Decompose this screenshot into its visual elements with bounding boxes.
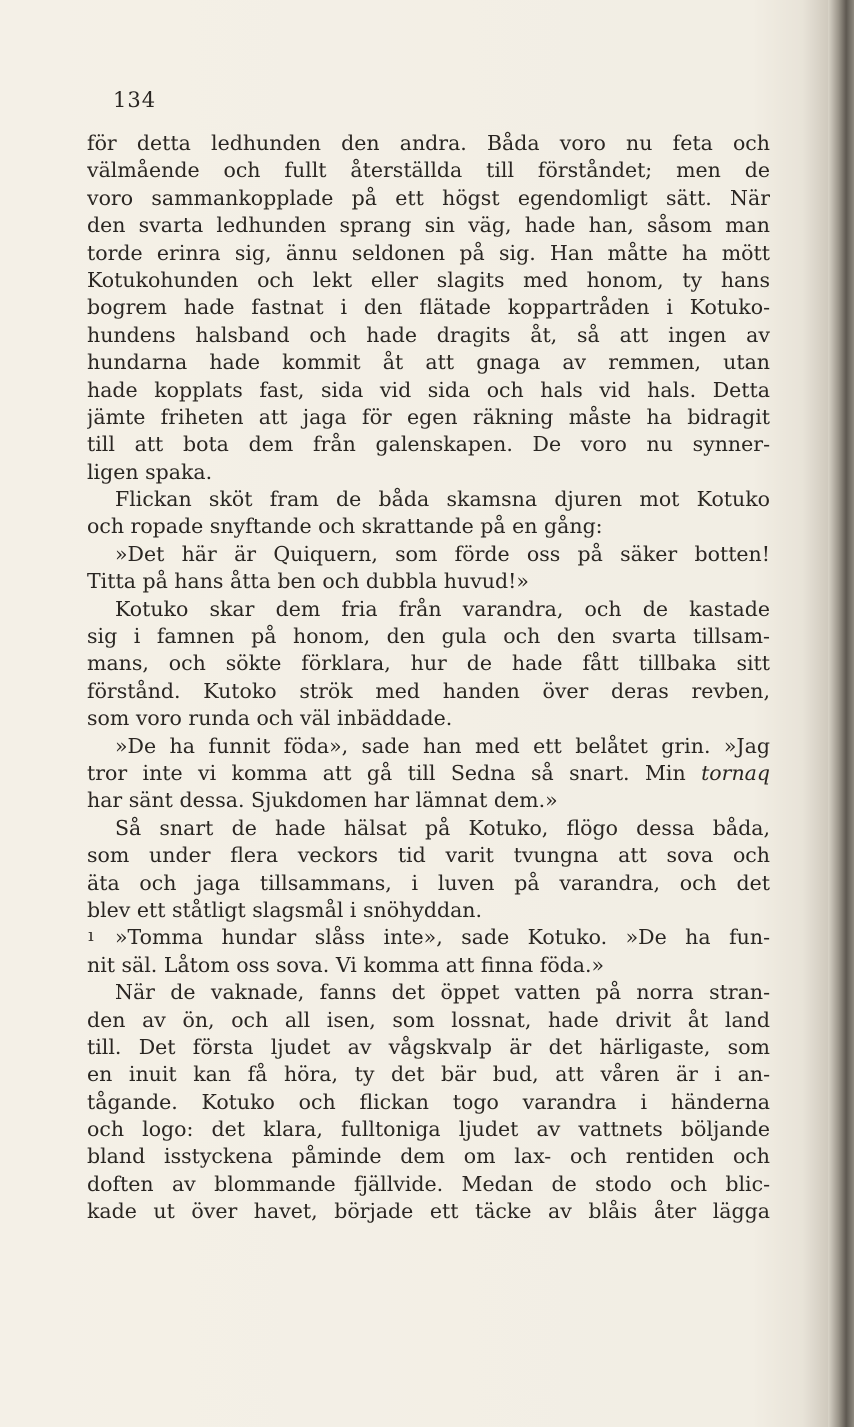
- text-line: kade ut över havet, började ett täcke av blåis åter lägga: [87, 1199, 770, 1224]
- text-line: Flickan sköt fram de båda skamsna djuren mot Kotuko: [115, 487, 770, 512]
- text-line: Kotuko skar dem fria från varandra, och de kastade: [115, 596, 770, 621]
- text-line: till att bota dem från galenskapen. De voro nu synner-: [87, 432, 770, 457]
- text-line: nit säl. Låtom oss sova. Vi komma att finna föda.»: [87, 952, 605, 977]
- text-line: och ropade snyftande och skrattande på en gång:: [87, 514, 603, 539]
- text-line: torde erinra sig, ännu seldonen på sig. Han måtte ha mött: [87, 240, 770, 265]
- text-line: bland isstyckena påminde dem om lax- och rentiden och: [87, 1144, 770, 1169]
- text-line: Titta på hans åtta ben och dubbla huvud!»: [87, 569, 529, 594]
- book-spine-shadow: [828, 0, 854, 1427]
- text-line: tror inte vi komma att gå till Sedna så snart. Min tornaq: [87, 760, 770, 785]
- text-line: doften av blommande fjällvide. Medan de stodo och blic-: [87, 1171, 770, 1196]
- text-line: hundarna hade kommit åt att gnaga av remmen, utan: [87, 350, 770, 375]
- text-line: »De ha funnit föda», sade han med ett belåtet grin. »Jag: [115, 733, 770, 758]
- text-line: När de vaknade, fanns det öppet vatten på norra stran-: [115, 980, 770, 1005]
- text-line: för detta ledhunden den andra. Båda voro nu feta och: [87, 131, 770, 155]
- text-line: Kotukohunden och lekt eller slagits med honom, ty hans: [87, 267, 770, 292]
- text-line: »Tomma hundar slåss inte», sade Kotuko. »De ha fun-: [115, 925, 770, 950]
- text-line: bogrem hade fastnat i den flätade koppartråden i Kotuko-: [87, 295, 770, 320]
- text-line: som under flera veckors tid varit tvungna att sova och: [87, 843, 770, 868]
- margin-mark: ı: [88, 925, 94, 946]
- page-number: 134: [113, 88, 157, 112]
- text-line: tågande. Kotuko och flickan togo varandra i händerna: [87, 1089, 770, 1114]
- text-line: som voro runda och väl inbäddade.: [87, 706, 453, 731]
- text-line: Så snart de hade hälsat på Kotuko, flögo dessa båda,: [115, 815, 770, 840]
- text-line: ligen spaka.: [87, 459, 213, 484]
- text-line: den svarta ledhunden sprang sin väg, hade han, såsom man: [87, 213, 770, 238]
- text-line: hade kopplats fast, sida vid sida och hals vid hals. Detta: [87, 377, 770, 402]
- text-line: jämte friheten att jaga för egen räkning måste ha bidragit: [87, 404, 770, 429]
- text-line: till. Det första ljudet av vågskvalp är det härligaste, som: [87, 1034, 770, 1059]
- text-line: sig i famnen på honom, den gula och den svarta tillsam-: [87, 624, 770, 649]
- italic-word: tornaq: [701, 760, 770, 785]
- text-line: blev ett ståtligt slagsmål i snöhyddan.: [87, 897, 483, 922]
- body-text: [87, 130, 770, 1226]
- text-line: välmående och fullt återställda till förståndet; men de: [87, 158, 770, 183]
- text-line: och logo: det klara, fulltoniga ljudet av vattnets böljande: [87, 1117, 770, 1142]
- text-line: en inuit kan få höra, ty det bär bud, att våren är i an-: [87, 1062, 770, 1087]
- text-line: »Det här är Quiquern, som förde oss på säker botten!: [115, 541, 770, 566]
- text-line: mans, och sökte förklara, hur de hade fått tillbaka sitt: [87, 651, 770, 676]
- text-line: voro sammankopplade på ett högst egendomligt sätt. När: [87, 185, 770, 210]
- text-line: har sänt dessa. Sjukdomen har lämnat dem.»: [87, 788, 558, 813]
- text-line: äta och jaga tillsammans, i luven på varandra, och det: [87, 870, 770, 895]
- text-line: den av ön, och all isen, som lossnat, hade drivit åt land: [87, 1007, 770, 1032]
- text-line: förstånd. Kutoko strök med handen över deras revben,: [87, 678, 770, 703]
- text-line: hundens halsband och hade dragits åt, så att ingen av: [87, 322, 770, 347]
